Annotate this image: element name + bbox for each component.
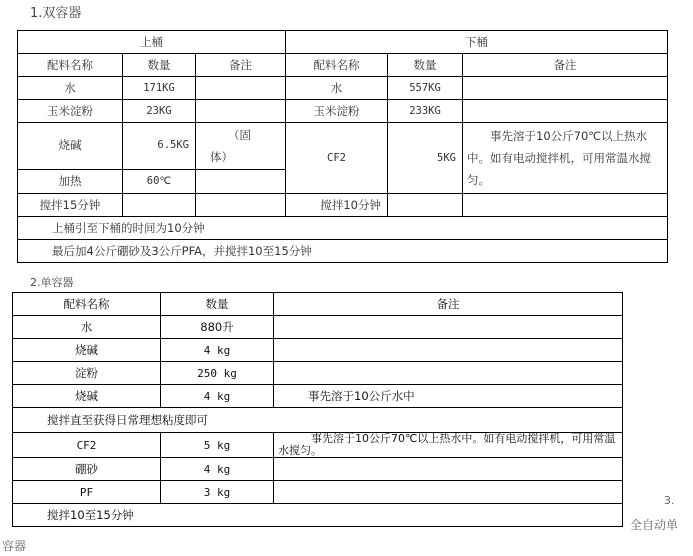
ingredient-note	[274, 339, 623, 362]
col-header-qty: 数量	[123, 54, 196, 77]
table-row	[18, 123, 668, 170]
table-row	[13, 316, 623, 339]
ingredient-name: 水	[286, 77, 388, 100]
ingredient-qty: 3 kg	[161, 481, 274, 504]
table-row	[13, 458, 623, 481]
ingredient-note	[196, 77, 286, 100]
col-header-name: 配料名称	[13, 293, 161, 316]
col-header-note: 备注	[463, 54, 668, 77]
ingredient-note	[196, 123, 286, 170]
table-row	[13, 408, 623, 433]
ingredient-note	[196, 100, 286, 123]
col-header-name: 配料名称	[286, 54, 388, 77]
ingredient-qty: 5KG	[388, 123, 463, 194]
table-row	[13, 481, 623, 504]
ingredient-note	[463, 100, 668, 123]
ingredient-note	[463, 194, 668, 217]
ingredient-name: 淀粉	[13, 362, 161, 385]
ingredient-name: 搅拌15分钟	[18, 194, 123, 217]
table-row	[13, 339, 623, 362]
ingredient-qty: 23KG	[123, 100, 196, 123]
note-line: （固	[228, 127, 251, 142]
double-container-table	[17, 30, 668, 263]
footer-note: 搅拌10至15分钟	[13, 504, 623, 527]
ingredient-name: 玉米淀粉	[18, 100, 123, 123]
col-header-name: 配料名称	[18, 54, 123, 77]
mid-note: 搅拌直至获得日常理想粘度即可	[13, 408, 623, 433]
col-header-note: 备注	[274, 293, 623, 316]
section3-number: 3.	[664, 494, 675, 507]
ingredient-note: 事先溶于10公斤70℃以上热水中。如有电动搅拌机，可用常温水搅匀。	[274, 433, 623, 458]
table-row	[13, 362, 623, 385]
section3-title: 全自动单	[630, 518, 679, 532]
ingredient-note	[274, 481, 623, 504]
ingredient-qty: 4 kg	[161, 458, 274, 481]
ingredient-note	[274, 362, 623, 385]
ingredient-qty	[123, 194, 196, 217]
ingredient-note	[274, 458, 623, 481]
section1-title: 1.双容器	[30, 6, 82, 21]
table-row	[18, 217, 668, 240]
ingredient-name: 烧碱	[13, 339, 161, 362]
table-row	[13, 385, 623, 408]
table-row	[13, 504, 623, 527]
ingredient-qty: 4 kg	[161, 339, 274, 362]
table-row	[13, 433, 623, 458]
table-row	[18, 100, 668, 123]
ingredient-name: CF2	[286, 123, 388, 194]
ingredient-note	[196, 169, 286, 193]
table-row	[18, 194, 668, 217]
upper-tank-header: 上桶	[18, 31, 286, 54]
single-container-table	[12, 292, 623, 527]
ingredient-qty: 60℃	[123, 169, 196, 193]
ingredient-qty	[388, 194, 463, 217]
ingredient-name: CF2	[13, 433, 161, 458]
ingredient-name: 烧碱	[18, 123, 123, 170]
ingredient-qty: 4 kg	[161, 385, 274, 408]
ingredient-qty: 557KG	[388, 77, 463, 100]
ingredient-name: 搅拌10分钟	[286, 194, 388, 217]
col-header-qty: 数量	[161, 293, 274, 316]
ingredient-name: 玉米淀粉	[286, 100, 388, 123]
col-header-qty: 数量	[388, 54, 463, 77]
ingredient-qty: 5 kg	[161, 433, 274, 458]
ingredient-note: 事先溶于10公斤水中	[274, 385, 623, 408]
table-row	[18, 240, 668, 263]
ingredient-name: PF	[13, 481, 161, 504]
ingredient-name: 水	[13, 316, 161, 339]
section2-title: 2.单容器	[30, 276, 74, 289]
section3-title-wrap: 容器	[2, 539, 27, 553]
ingredient-name: 加热	[18, 169, 123, 193]
ingredient-note	[463, 77, 668, 100]
ingredient-qty: 171KG	[123, 77, 196, 100]
note-line: 体）	[210, 149, 233, 164]
ingredient-name: 水	[18, 77, 123, 100]
footer-note: 上桶引至下桶的时间为10分钟	[18, 217, 668, 240]
ingredient-qty: 233KG	[388, 100, 463, 123]
ingredient-name: 烧碱	[13, 385, 161, 408]
ingredient-qty: 6.5KG	[123, 123, 196, 170]
ingredient-note: 事先溶于10公斤70℃以上热水中。如有电动搅拌机，可用常温水搅匀。	[463, 123, 668, 194]
ingredient-name: 硼砂	[13, 458, 161, 481]
lower-tank-header: 下桶	[286, 31, 668, 54]
ingredient-qty: 880升	[161, 316, 274, 339]
ingredient-note	[274, 316, 623, 339]
ingredient-note	[196, 194, 286, 217]
table-row	[18, 77, 668, 100]
ingredient-qty: 250 kg	[161, 362, 274, 385]
footer-note: 最后加4公斤硼砂及3公斤PFA，并搅拌10至15分钟	[18, 240, 668, 263]
col-header-note: 备注	[196, 54, 286, 77]
